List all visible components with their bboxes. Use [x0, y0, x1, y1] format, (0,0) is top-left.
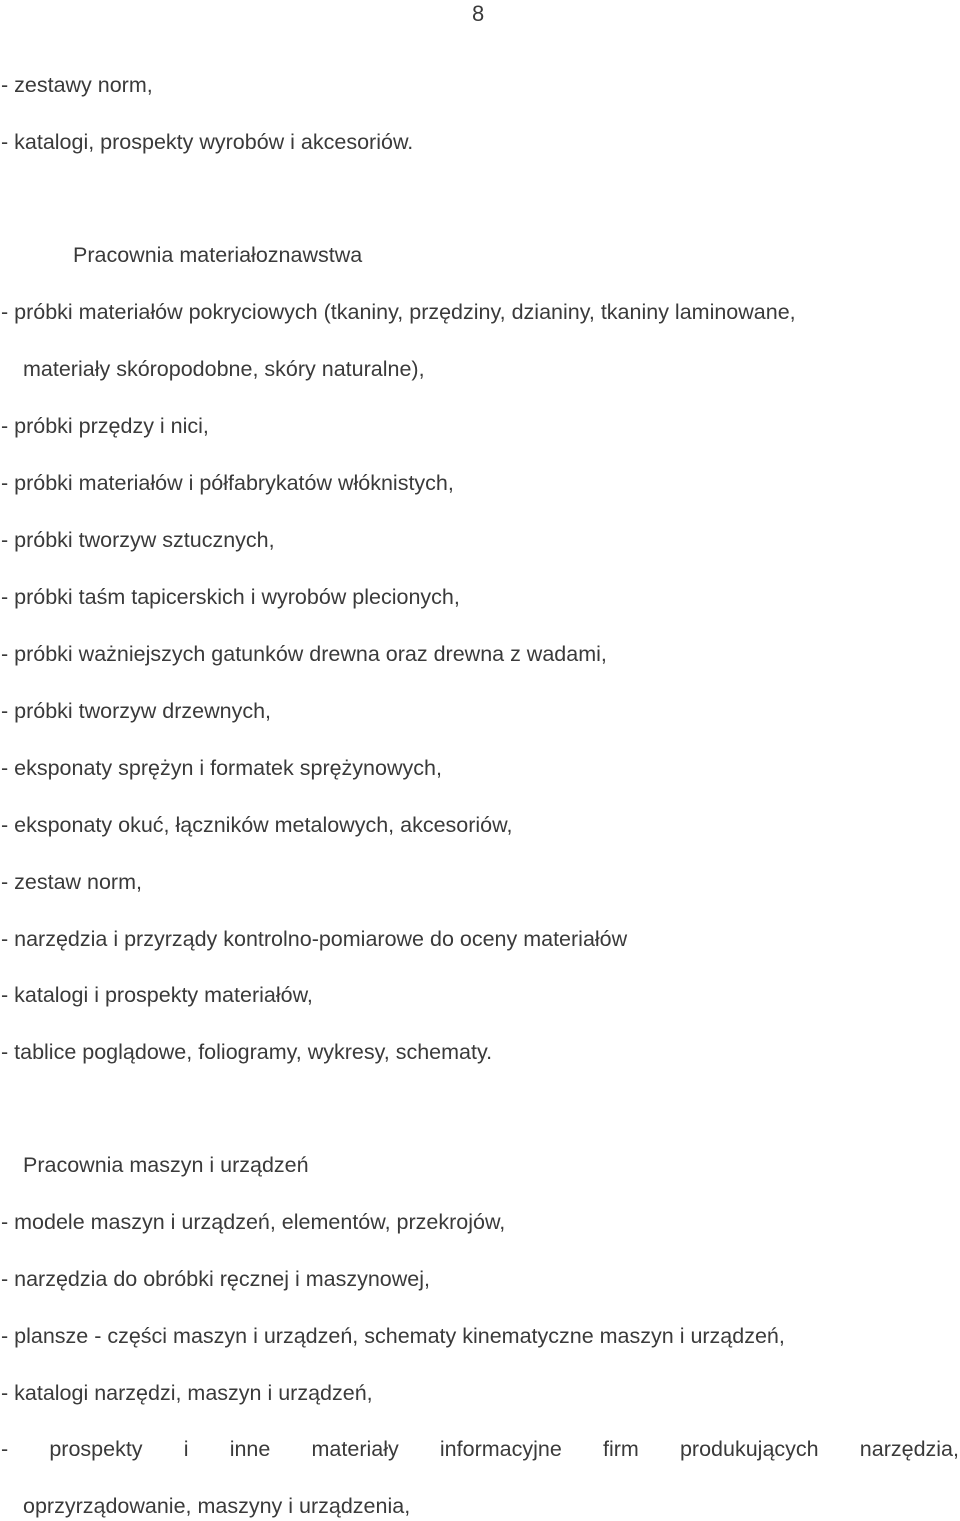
list-item: - próbki tworzyw drzewnych, — [1, 699, 272, 723]
word: inne — [229, 1437, 271, 1461]
word: produkujących — [679, 1437, 819, 1461]
list-item: - próbki taśm tapicerskich i wyrobów plecionych, — [1, 585, 460, 609]
word: materiały — [311, 1437, 399, 1461]
list-item: - modele maszyn i urządzeń, elementów, przekrojów, — [1, 1210, 506, 1234]
section-heading: Pracownia materiałoznawstwa — [73, 243, 363, 267]
word: prospekty — [49, 1437, 143, 1461]
list-item: - katalogi narzędzi, maszyn i urządzeń, — [1, 1381, 373, 1405]
list-item: - eksponaty okuć, łączników metalowych, akcesoriów, — [1, 813, 513, 837]
list-item: - próbki materiałów pokryciowych (tkaniny, przędziny, dzianiny, tkaniny laminowane, — [1, 300, 796, 324]
word: - — [1, 1437, 9, 1461]
list-item: - próbki materiałów i półfabrykatów włóknistych, — [1, 471, 454, 495]
list-item: - zestaw norm, — [1, 870, 142, 894]
list-item: - eksponaty sprężyn i formatek sprężynowych, — [1, 756, 442, 780]
list-item-continuation: materiały skóropodobne, skóry naturalne), — [23, 357, 425, 381]
word: firm — [602, 1437, 639, 1461]
word: informacyjne — [439, 1437, 562, 1461]
page-number: 8 — [472, 1, 485, 26]
list-item: - próbki tworzyw sztucznych, — [1, 528, 275, 552]
list-item-justified — [1, 1435, 959, 1463]
list-item: - narzędzia do obróbki ręcznej i maszynowej, — [1, 1267, 431, 1291]
word: narzędzia, — [859, 1437, 959, 1461]
list-item: - narzędzia i przyrządy kontrolno-pomiarowe do oceny materiałów — [1, 927, 628, 951]
list-item: - zestawy norm, — [1, 73, 153, 97]
list-item: - katalogi i prospekty materiałów, — [1, 983, 313, 1007]
section-heading: Pracownia maszyn i urządzeń — [23, 1153, 309, 1177]
list-item: - katalogi, prospekty wyrobów i akcesoriów. — [1, 130, 414, 154]
list-item: - tablice poglądowe, foliogramy, wykresy, schematy. — [1, 1040, 493, 1064]
list-item: - plansze - części maszyn i urządzeń, schematy kinematyczne maszyn i urządzeń, — [1, 1324, 785, 1348]
list-item: - próbki ważniejszych gatunków drewna oraz drewna z wadami, — [1, 642, 607, 666]
list-item-continuation: oprzyrządowanie, maszyny i urządzenia, — [23, 1494, 411, 1518]
list-item: - próbki przędzy i nici, — [1, 414, 209, 438]
word: i — [183, 1437, 189, 1461]
